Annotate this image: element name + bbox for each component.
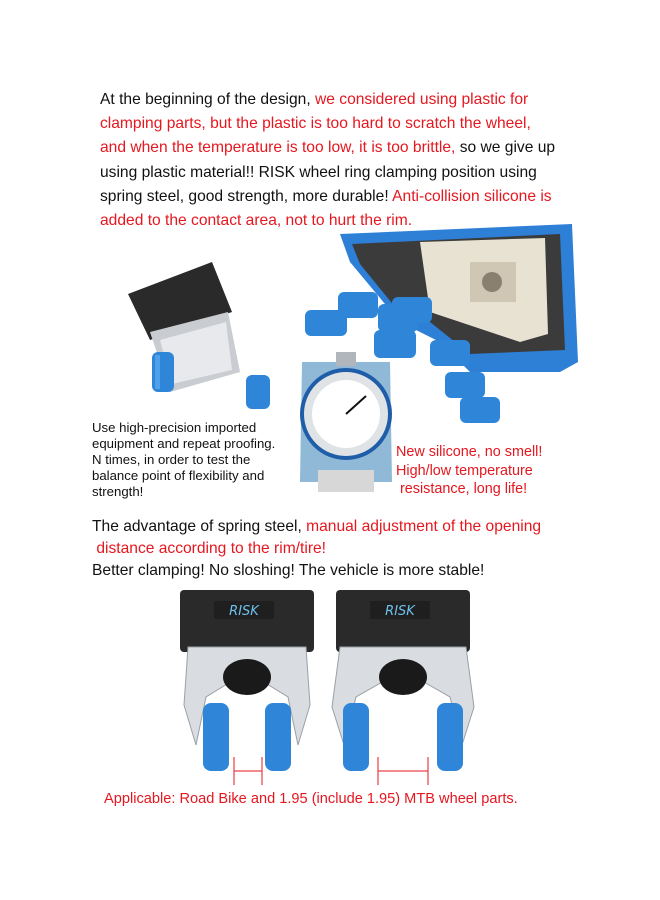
advantage-highlight-2: distance according to the rim/tire! — [92, 540, 327, 557]
precision-note-line: N times, in order to test the — [92, 452, 251, 467]
clamp-comparison-photo — [170, 585, 490, 785]
clamp-narrow-image — [180, 590, 314, 785]
intro-text-4-highlight: Anti-collision silicone is added to the contact area, not to hurt the rim. — [100, 187, 552, 230]
silicone-piece-image — [246, 375, 270, 409]
clamp-wide-image — [332, 590, 474, 785]
intro-text-3: so we give up using plastic material!! RISK wheel ring clamping position using spring steel, good strength, more durable! — [100, 139, 556, 205]
precision-note-line: equipment and repeat proofing. — [92, 436, 276, 451]
advantage-highlight-1: manual adjustment of the opening — [306, 518, 542, 535]
silicone-note-line: High/low temperature — [396, 462, 533, 479]
intro-paragraph — [100, 88, 560, 233]
silicone-note — [396, 443, 566, 499]
clamp-sample-image — [128, 262, 240, 392]
advantage-paragraph — [92, 516, 572, 582]
intro-text-2-highlight: we considered using plastic for clamping parts, but the plastic is too hard to scratch the wheel, and when the temperature is too low, it is too brittle, — [100, 91, 531, 157]
applicable-caption: Applicable: Road Bike and 1.95 (include 1.95) MTB wheel parts. — [104, 791, 518, 807]
precision-note-line: Use high-precision imported — [92, 420, 257, 435]
advantage-text-1: The advantage of spring steel, — [92, 518, 307, 535]
silicone-note-line: New silicone, no smell! — [396, 444, 543, 460]
precision-note-line: strength! — [92, 484, 144, 499]
brand-logo: RISK — [229, 604, 259, 619]
brand-logo: RISK — [385, 604, 415, 619]
durometer-gauge-image — [300, 352, 392, 492]
intro-text-1: At the beginning of the design, — [100, 91, 316, 108]
advantage-text-3: Better clamping! No sloshing! The vehicle is more stable! — [92, 562, 485, 579]
precision-note — [92, 420, 307, 500]
silicone-note-line: resistance, long life! — [396, 481, 528, 497]
precision-note-line: balance point of flexibility and — [92, 468, 265, 483]
